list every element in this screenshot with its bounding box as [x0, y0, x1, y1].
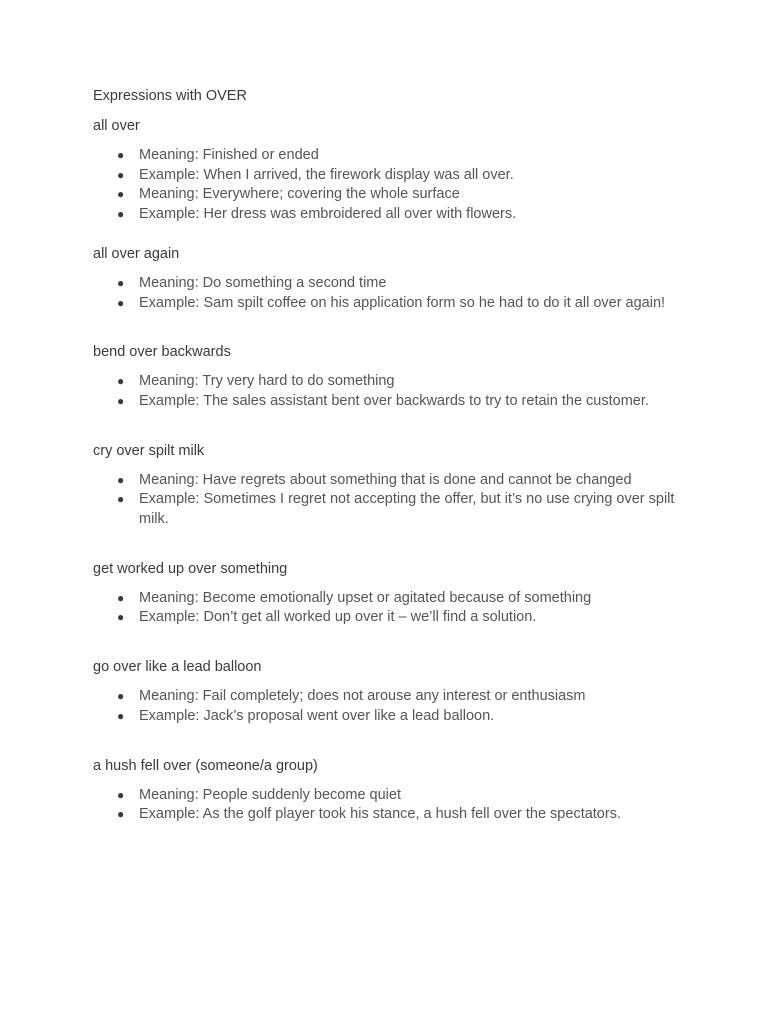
expression-heading: go over like a lead balloon — [93, 659, 262, 676]
bullet-icon: ● — [117, 590, 125, 605]
bullet-icon: ● — [117, 472, 125, 487]
expression-list — [93, 274, 683, 313]
bullet-icon: ● — [117, 275, 125, 290]
list-item-text: Meaning: Become emotionally upset or agitated because of something — [139, 589, 592, 606]
expression-heading: a hush fell over (someone/a group) — [93, 757, 318, 774]
list-item-text: Example: The sales assistant bent over backwards to try to retain the customer. — [139, 392, 649, 409]
expression-list — [93, 786, 683, 825]
expression-heading: all over — [93, 118, 140, 134]
expression-section — [93, 342, 683, 411]
list-item-text: Example: Sometimes I regret not accepting the offer, but it’s no use crying over spilt milk. — [139, 491, 675, 528]
list-item — [117, 294, 683, 314]
expression-list — [93, 687, 683, 726]
list-item-text: Meaning: Fail completely; does not arouse any interest or enthusiasm — [139, 688, 586, 705]
bullet-icon: ● — [117, 187, 125, 202]
list-item — [117, 608, 683, 628]
bullet-icon: ● — [117, 207, 125, 222]
expression-section — [93, 441, 683, 530]
bullet-icon: ● — [117, 167, 125, 182]
document-title: Expressions with OVER — [93, 88, 247, 104]
list-item — [117, 274, 683, 294]
expression-list — [93, 146, 683, 225]
bullet-icon: ● — [117, 492, 125, 507]
list-item — [117, 490, 683, 529]
list-item-text: Example: Her dress was embroidered all over with flowers. — [139, 206, 517, 223]
list-item-text: Meaning: Try very hard to do something — [139, 373, 395, 390]
expression-heading: bend over backwards — [93, 344, 231, 361]
expression-section — [93, 756, 683, 825]
document-page — [93, 86, 683, 825]
list-item — [117, 372, 683, 392]
list-item — [117, 205, 683, 225]
bullet-icon: ● — [117, 787, 125, 802]
bullet-icon: ● — [117, 689, 125, 704]
list-item-text: Meaning: Do something a second time — [139, 274, 387, 291]
list-item-text: Example: Don’t get all worked up over it – we’ll find a solution. — [139, 609, 537, 626]
list-item — [117, 166, 683, 186]
bullet-icon: ● — [117, 374, 125, 389]
list-item — [117, 185, 683, 205]
expression-heading: cry over spilt milk — [93, 442, 205, 459]
list-item — [117, 146, 683, 166]
list-item-text: Meaning: Everywhere; covering the whole surface — [139, 186, 460, 203]
list-item — [117, 687, 683, 707]
list-item — [117, 707, 683, 727]
list-item — [117, 589, 683, 609]
bullet-icon: ● — [117, 610, 125, 625]
bullet-icon: ● — [117, 393, 125, 408]
list-item-text: Meaning: Finished or ended — [139, 147, 319, 163]
bullet-icon: ● — [117, 807, 125, 822]
expression-heading: get worked up over something — [93, 560, 288, 577]
expression-list — [93, 372, 683, 411]
expression-section — [93, 244, 683, 313]
expression-list — [93, 589, 683, 628]
list-item-text: Meaning: Have regrets about something that is done and cannot be changed — [139, 471, 632, 488]
list-item — [117, 471, 683, 491]
list-item-text: Example: Sam spilt coffee on his application form so he had to do it all over again! — [139, 294, 666, 311]
expression-list — [93, 471, 683, 530]
list-item — [117, 786, 683, 806]
list-item-text: Example: When I arrived, the firework display was all over. — [139, 166, 514, 183]
bullet-icon: ● — [117, 708, 125, 723]
bullet-icon: ● — [117, 295, 125, 310]
list-item-text: Example: Jack’s proposal went over like a lead balloon. — [139, 707, 495, 724]
list-item-text: Example: As the golf player took his stance, a hush fell over the spectators. — [139, 806, 621, 823]
expression-section — [93, 559, 683, 628]
bullet-icon: ● — [117, 148, 125, 162]
list-item-text: Meaning: People suddenly become quiet — [139, 786, 401, 803]
expression-section — [93, 116, 683, 225]
list-item — [117, 392, 683, 412]
expression-heading: all over again — [93, 245, 180, 262]
expression-section — [93, 657, 683, 726]
list-item — [117, 805, 683, 825]
